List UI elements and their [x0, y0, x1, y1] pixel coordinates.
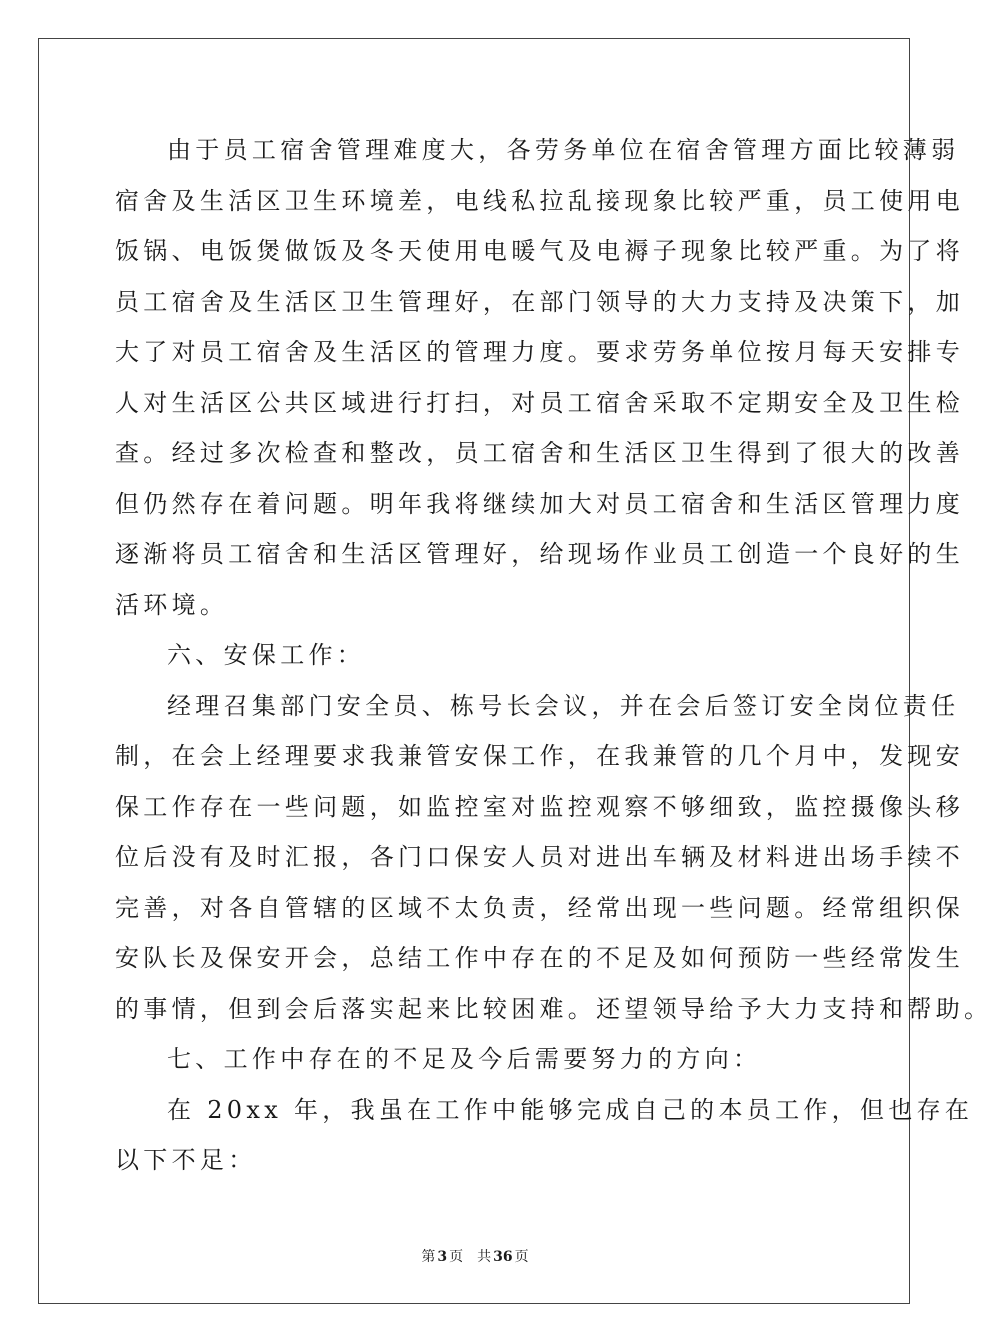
document-body [115, 125, 992, 1186]
text-line: 制，在会上经理要求我兼管安保工作，在我兼管的几个月中，发现安 [115, 742, 964, 770]
total-pages: 36 [493, 1249, 513, 1265]
text-line: 由于员工宿舍管理难度大，各劳务单位在宿舍管理方面比较薄弱 [167, 136, 960, 164]
text-line: 活环境。 [115, 590, 229, 619]
text-line: 在 20xx 年，我虽在工作中能够完成自己的本员工作，但也存在 [167, 1095, 974, 1124]
text-line: 以下不足： [115, 1146, 257, 1174]
text-line: 的事情，但到会后落实起来比较困难。还望领导给予大力支持和帮助。 [115, 994, 992, 1023]
text-line: 但仍然存在着问题。明年我将继续加大对员工宿舍和生活区管理力度 [115, 489, 964, 518]
section-heading: 六、安保工作： [167, 641, 366, 669]
text-line: 大了对员工宿舍及生活区的管理力度。要求劳务单位按月每天安排专 [115, 338, 964, 366]
text-line: 位后没有及时汇报，各门口保安人员对进出车辆及材料进出场手续不 [115, 843, 964, 871]
text-line: 饭锅、电饭煲做饭及冬天使用电暖气及电褥子现象比较严重。为了将 [115, 237, 964, 265]
text-line: 逐渐将员工宿舍和生活区管理好，给现场作业员工创造一个良好的生 [115, 540, 964, 568]
total-prefix: 共 [477, 1249, 492, 1265]
text-line: 完善，对各自管辖的区域不太负责，经常出现一些问题。经常组织保 [115, 893, 964, 922]
page-number: 3 [437, 1249, 448, 1265]
text-line: 保工作存在一些问题，如监控室对监控观察不够细致，监控摄像头移 [115, 792, 964, 821]
text-line: 经理召集部门安全员、栋号长会议，并在会后签订安全岗位责任 [167, 691, 960, 720]
text-line: 宿舍及生活区卫生环境差，电线私拉乱接现象比较严重，员工使用电 [115, 186, 964, 215]
text-line: 查。经过多次检查和整改，员工宿舍和生活区卫生得到了很大的改善 [115, 439, 964, 467]
text-line: 员工宿舍及生活区卫生管理好，在部门领导的大力支持及决策下，加 [115, 287, 964, 316]
page-prefix: 第 [421, 1249, 436, 1265]
page-suffix: 页 [449, 1249, 464, 1265]
section-heading: 七、工作中存在的不足及今后需要努力的方向： [167, 1045, 762, 1073]
text-line: 安队长及保安开会，总结工作中存在的不足及如何预防一些经常发生 [115, 944, 964, 972]
total-suffix: 页 [514, 1249, 529, 1265]
page-footer [0, 1248, 950, 1266]
text-line: 人对生活区公共区域进行打扫，对员工宿舍采取不定期安全及卫生检 [115, 388, 964, 417]
